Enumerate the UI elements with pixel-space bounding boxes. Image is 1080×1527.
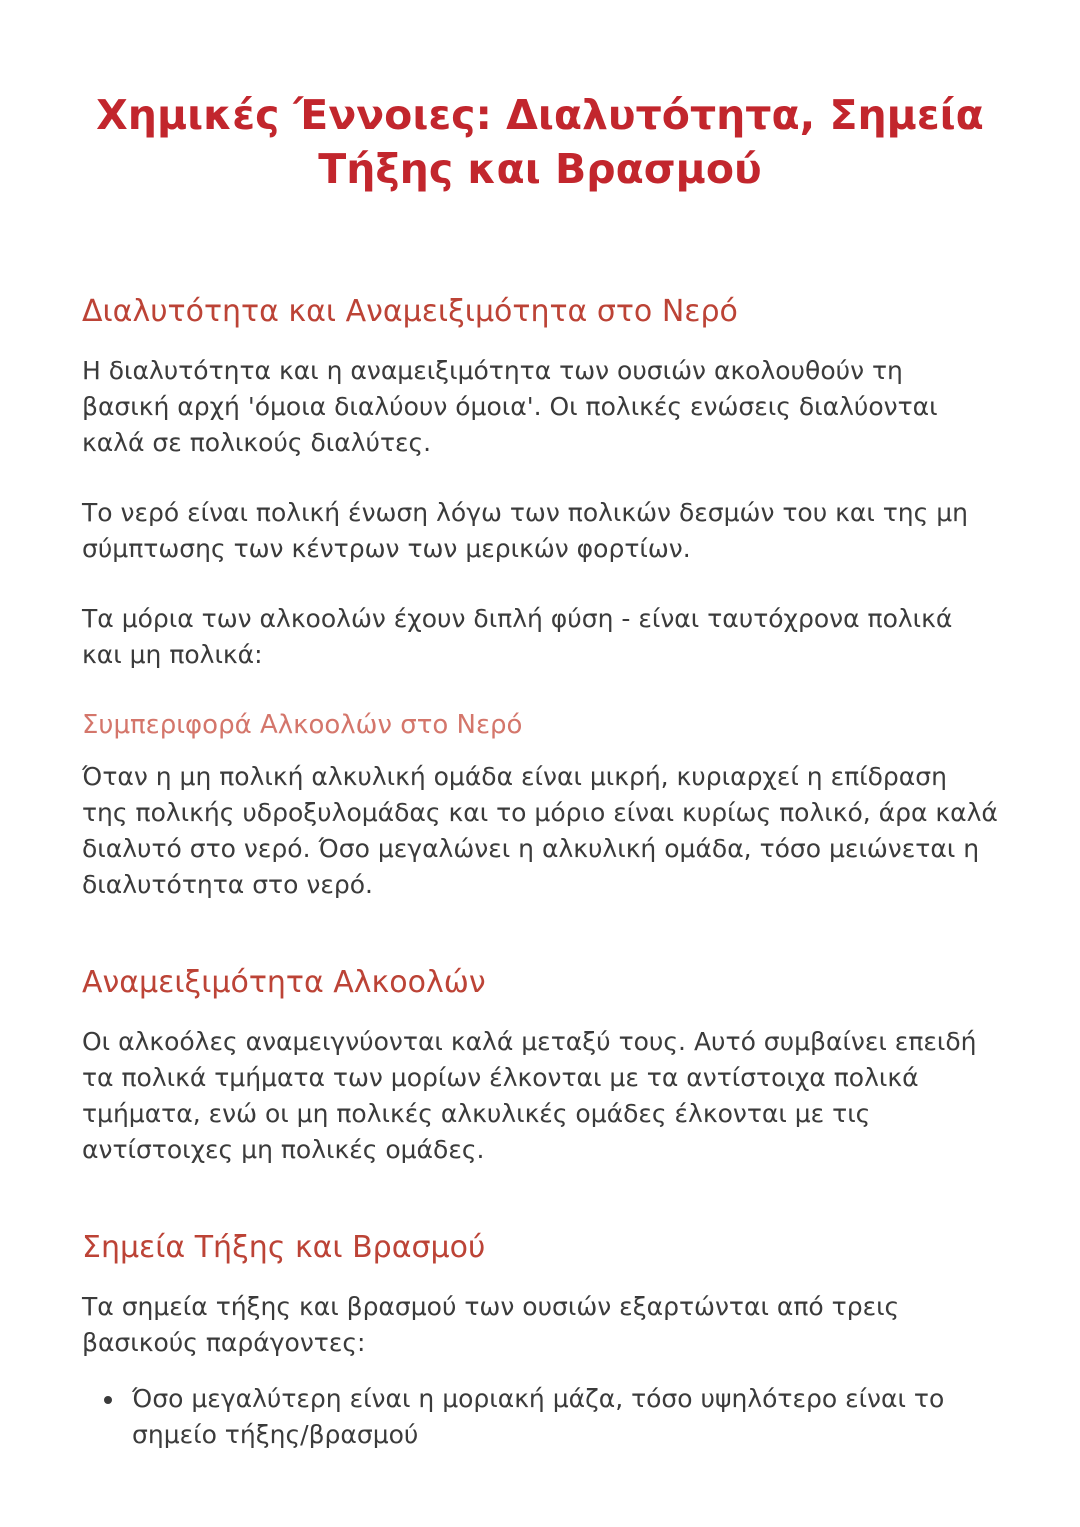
document-title: Χημικές Έννοιες: Διαλυτότητα, Σημεία Τήξης και Βρασμού: [96, 91, 984, 194]
paragraph-melting-boiling-intro: Τα σημεία τήξης και βρασμού των ουσιών εξαρτώνται από τρεις βασικούς παράγοντες:: [82, 1292, 900, 1358]
section-heading-solubility-miscibility: Διαλυτότητα και Αναμειξιμότητα στο Νερό: [82, 294, 738, 330]
document-content: [82, 292, 998, 1453]
paragraph-alcohol-dual-nature: Τα μόρια των αλκοολών έχουν διπλή φύση - είναι ταυτόχρονα πολικά και μη πολικά:: [82, 604, 953, 670]
section-heading-alcohol-miscibility: Αναμειξιμότητα Αλκοολών: [82, 965, 486, 1001]
paragraph-alcohol-behavior: Όταν η μη πολική αλκυλική ομάδα είναι μικρή, κυριαρχεί η επίδραση της πολικής υδροξυλομάδας και το μόριο είναι κυρίως πολικό, άρα καλά διαλυτό στο νερό. Όσο μεγαλώνει η αλκυλική ομάδα, τόσο μειώνεται η διαλυτότητα στο νερό.: [82, 762, 998, 900]
section-heading-melting-boiling-points: Σημεία Τήξης και Βρασμού: [82, 1230, 486, 1266]
bullet-list-factors: [82, 1381, 998, 1453]
paragraph-solubility-principle: Η διαλυτότητα και η αναμειξιμότητα των ουσιών ακολουθούν τη βασική αρχή 'όμοια διαλύουν όμοια'. Οι πολικές ενώσεις διαλύονται καλά σε πολικούς διαλύτες.: [82, 356, 938, 458]
subsection-heading-alcohol-behavior: Συμπεριφορά Αλκοολών στο Νερό: [82, 710, 523, 741]
paragraph-alcohol-miscibility: Οι αλκοόλες αναμειγνύονται καλά μεταξύ τους. Αυτό συμβαίνει επειδή τα πολικά τμήματα των μορίων έλκονται με τα αντίστοιχα πολικά τμήματα, ενώ οι μη πολικές αλκυλικές ομάδες έλκονται με τις αντίστοιχες μη πολικές ομάδες.: [82, 1027, 977, 1165]
paragraph-water-polarity: Το νερό είναι πολική ένωση λόγω των πολικών δεσμών του και της μη σύμπτωσης των κέντρων των μερικών φορτίων.: [82, 498, 968, 564]
bullet-item-molecular-mass: • Όσο μεγαλύτερη είναι η μοριακή μάζα, τόσο υψηλότερο είναι το σημείο τήξης/βρασμού: [126, 1381, 998, 1453]
